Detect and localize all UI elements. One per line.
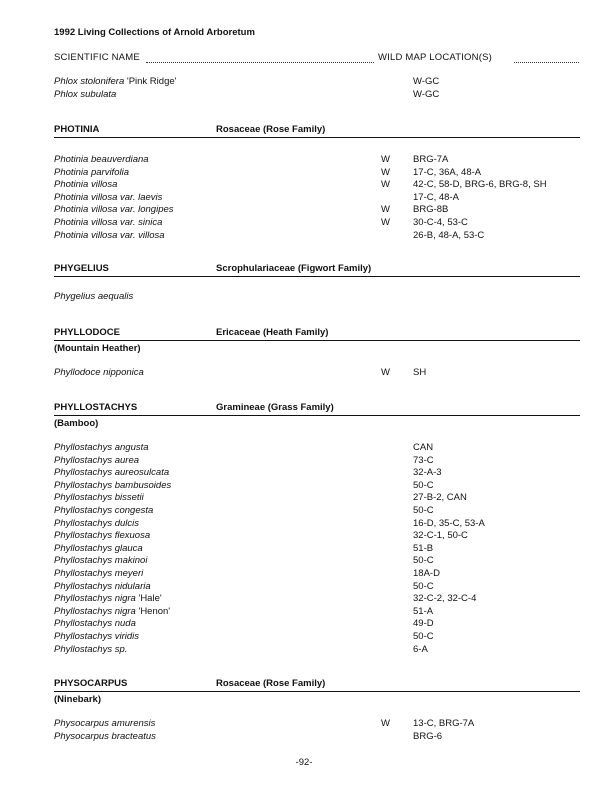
map-location: 42-C, 58-D, BRG-6, BRG-8, SH <box>413 179 547 191</box>
map-location: 30-C-4, 53-C <box>413 216 468 228</box>
leader-dots <box>514 62 579 63</box>
scientific-name: Physocarpus amurensis <box>54 718 156 729</box>
wild-flag: W <box>381 718 390 729</box>
scientific-name: Phyllostachys aurea <box>54 454 140 466</box>
scientific-name: Phyllostachys flexuosa <box>54 530 151 542</box>
plant-entry <box>54 618 580 631</box>
common-name: (Ninebark) <box>54 694 101 705</box>
map-location: 26-B, 48-A, 53-C <box>413 229 485 241</box>
scientific-name: Photinia villosa var. longipes <box>54 204 174 216</box>
genus-name: PHYSOCARPUS <box>54 678 128 689</box>
map-location: 50-C <box>413 630 434 642</box>
map-location: 50-C <box>413 479 434 491</box>
plant-entry <box>54 492 580 505</box>
scientific-name: Phyllostachys glauca <box>54 542 143 554</box>
genus-heading <box>54 325 580 341</box>
plant-entry <box>54 230 580 243</box>
wild-flag: W <box>381 216 390 228</box>
genus-section-phyllodoce <box>54 325 580 380</box>
map-location: W-GC <box>413 88 440 100</box>
plant-entry <box>54 154 580 167</box>
plant-entry <box>54 606 580 619</box>
map-location: BRG-7A <box>413 154 449 165</box>
scientific-name: Physocarpus bracteatus <box>54 730 156 742</box>
plant-entry <box>54 467 580 480</box>
leader-dots <box>146 62 374 63</box>
scientific-name: Phyllostachys congesta <box>54 504 154 516</box>
common-name: (Bamboo) <box>54 418 99 429</box>
entry-list <box>54 154 580 242</box>
scientific-name: Phyllodoce nipponica <box>54 367 144 378</box>
wild-flag: W <box>381 204 390 216</box>
plant-entry <box>54 192 580 205</box>
genus-section-photinia <box>54 122 580 242</box>
scientific-name: Photinia beauverdiana <box>54 154 149 165</box>
plant-entry <box>54 505 580 518</box>
genus-section-phygelius <box>54 261 580 304</box>
wild-flag: W <box>381 154 390 165</box>
genus-name: PHYLLOSTACHYS <box>54 402 138 413</box>
map-location: 73-C <box>413 454 434 466</box>
scientific-name: Phyllostachys dulcis <box>54 517 140 529</box>
genus-heading <box>54 122 580 138</box>
scientific-name: Phyllostachys nuda <box>54 618 136 630</box>
plant-entry <box>54 555 580 568</box>
family-name: Scrophulariaceae (Figwort Family) <box>216 263 372 274</box>
scientific-name: Phyllostachys aureosulcata <box>54 467 170 479</box>
map-location: 50-C <box>413 580 434 592</box>
scientific-name: Phyllostachys meyeri <box>54 567 144 579</box>
wild-flag: W <box>381 367 390 378</box>
map-location: 51-B <box>413 542 434 554</box>
plant-entry <box>54 593 580 606</box>
scientific-name: Phyllostachys bissetii <box>54 492 144 504</box>
scientific-name: Photinia villosa var. villosa <box>54 229 165 241</box>
page-title: 1992 Living Collections of Arnold Arboretum <box>54 27 255 38</box>
plant-entry <box>54 89 580 102</box>
genus-heading <box>54 400 580 416</box>
map-location: 50-C <box>413 504 434 516</box>
scientific-name: Phyllostachys nidularia <box>54 580 151 592</box>
plant-entry <box>54 179 580 192</box>
plant-entry <box>54 631 580 644</box>
plant-entry <box>54 731 580 744</box>
map-location: BRG-6 <box>413 730 443 742</box>
plant-entry <box>54 455 580 468</box>
scientific-name: Photinia villosa var. laevis <box>54 191 163 203</box>
plant-entry <box>54 76 580 89</box>
map-location: 18A-D <box>413 567 440 579</box>
common-name: (Mountain Heather) <box>54 343 141 354</box>
scientific-name-header: SCIENTIFIC NAME <box>54 52 140 63</box>
map-location: SH <box>413 367 427 378</box>
plant-entry <box>54 204 580 217</box>
map-location: W-GC <box>413 76 440 87</box>
map-location: 51-A <box>413 605 434 617</box>
plant-entry <box>54 480 580 493</box>
scientific-name: Phygelius aequalis <box>54 291 134 302</box>
map-location: BRG-8B <box>413 204 449 216</box>
map-location: 17-C, 48-A <box>413 191 459 203</box>
entry-list <box>54 291 580 304</box>
wild-flag: W <box>381 179 390 191</box>
scientific-name: Phyllostachys angusta <box>54 442 149 453</box>
plant-entry <box>54 167 580 180</box>
plant-entry <box>54 217 580 230</box>
plant-entry <box>54 442 580 455</box>
map-location: 32-C-1, 50-C <box>413 530 468 542</box>
family-name: Gramineae (Grass Family) <box>216 402 334 413</box>
plant-entry <box>54 367 580 380</box>
map-location: 16-D, 35-C, 53-A <box>413 517 485 529</box>
scientific-name: Photinia villosa var. sinica <box>54 216 163 228</box>
scientific-name: Phyllostachys viridis <box>54 630 139 642</box>
scientific-name: Phyllostachys nigra 'Henon' <box>54 605 171 617</box>
plant-entry <box>54 568 580 581</box>
genus-heading <box>54 676 580 692</box>
wild-map-location-header: WILD MAP LOCATION(S) <box>378 52 492 63</box>
plant-entry <box>54 581 580 594</box>
family-name: Ericaceae (Heath Family) <box>216 327 329 338</box>
map-location: 32-A-3 <box>413 467 442 479</box>
scientific-name: Phlox stolonifera 'Pink Ridge' <box>54 76 177 87</box>
map-location: 32-C-2, 32-C-4 <box>413 593 477 605</box>
map-location: CAN <box>413 442 434 453</box>
plant-entry <box>54 718 580 731</box>
genus-heading <box>54 261 580 277</box>
map-location: 17-C, 36A, 48-A <box>413 166 482 178</box>
page-number: -92- <box>295 757 313 768</box>
map-location: 50-C <box>413 555 434 567</box>
map-location: 49-D <box>413 618 434 630</box>
scientific-name: Phyllostachys makinoi <box>54 555 148 567</box>
genus-name: PHYLLODOCE <box>54 327 120 338</box>
family-name: Rosaceae (Rose Family) <box>216 678 326 689</box>
entry-list <box>54 367 580 380</box>
plant-entry <box>54 644 580 657</box>
genus-section-phyllostachys <box>54 400 580 656</box>
scientific-name: Photinia parvifolia <box>54 166 129 178</box>
scientific-name: Phlox subulata <box>54 88 117 100</box>
scientific-name: Phyllostachys nigra 'Hale' <box>54 593 162 605</box>
plant-entry <box>54 530 580 543</box>
scientific-name: Phyllostachys bambusoides <box>54 479 172 491</box>
map-location: 6-A <box>413 643 428 655</box>
plant-entry <box>54 518 580 531</box>
genus-section-physocarpus <box>54 676 580 743</box>
entry-list <box>54 718 580 743</box>
family-name: Rosaceae (Rose Family) <box>216 124 326 135</box>
genus-name: PHYGELIUS <box>54 263 109 274</box>
map-location: 13-C, BRG-7A <box>413 718 475 729</box>
genus-name: PHOTINIA <box>54 124 100 135</box>
plant-entry <box>54 543 580 556</box>
plant-entry <box>54 291 580 304</box>
scientific-name: Photinia villosa <box>54 179 118 191</box>
top-entries <box>54 76 580 101</box>
entry-list <box>54 76 580 101</box>
entry-list <box>54 442 580 656</box>
scientific-name: Phyllostachys sp. <box>54 643 128 655</box>
map-location: 27-B-2, CAN <box>413 492 467 504</box>
wild-flag: W <box>381 166 390 178</box>
